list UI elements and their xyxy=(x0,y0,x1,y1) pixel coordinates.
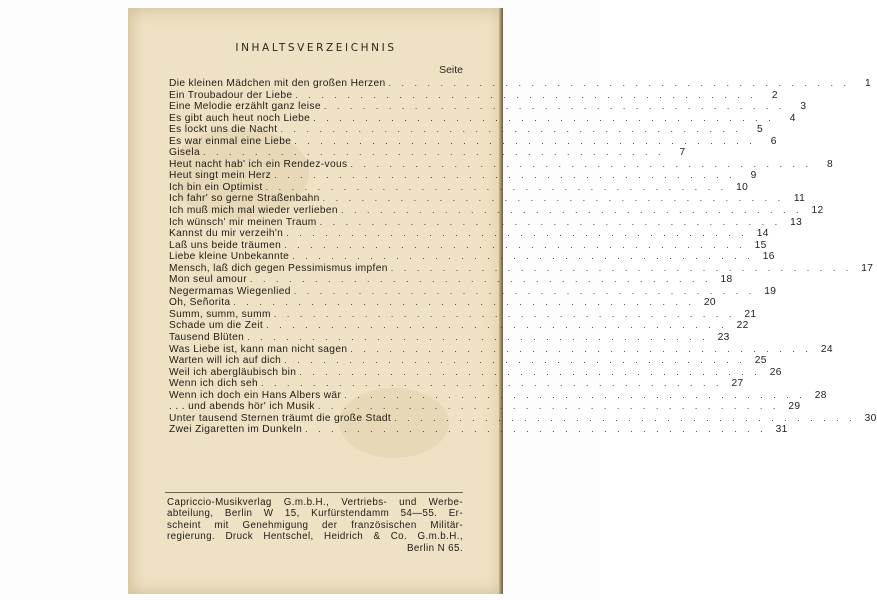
toc-entry-title: Laß uns beide träumen xyxy=(169,239,282,251)
toc-entry-page: 14 xyxy=(756,228,769,240)
dot-leader: . . . . . . . . . . . . . . . . . . . . . . . . . . . . . . . . . . . . xyxy=(284,355,746,366)
toc-entry-page: 28 xyxy=(814,389,827,401)
dot-leader: . . . . . . . . . . . . . . . . . . . . . . . . . . . . . . . . . . . . xyxy=(295,89,757,100)
toc-entry-title: Es gibt auch heut noch Liebe xyxy=(169,112,311,124)
toc-entry-page: 23 xyxy=(717,332,730,344)
toc-entry-title: Zwei Zigaretten im Dunkeln xyxy=(169,424,303,436)
divider xyxy=(165,492,463,493)
toc-entry-title: Was Liebe ist, kann man nicht sagen xyxy=(169,343,348,355)
toc-entry-page: 19 xyxy=(764,285,777,297)
toc-entry xyxy=(169,389,827,402)
toc-entry-page: 12 xyxy=(811,205,824,217)
dot-leader: . . . . . . . . . . . . . . . . . . . . . . . . . . . . . . . . . . . . xyxy=(202,147,665,158)
imprint-line: regierung. Druck Hentschel, Heidrich & Co. G.m.b.H., xyxy=(167,531,463,543)
toc-entry-title: Eine Melodie erzählt ganz leise xyxy=(169,101,321,113)
toc-entry xyxy=(169,135,777,148)
toc-entry-page: 15 xyxy=(754,239,767,251)
toc-entry-page: 6 xyxy=(770,135,777,147)
toc-entry xyxy=(169,274,733,286)
toc-entry-page: 11 xyxy=(793,193,806,205)
toc-entry xyxy=(169,193,806,205)
toc-entry-page: 26 xyxy=(769,366,782,378)
dot-leader: . . . . . . . . . . . . . . . . . . . . . . . . . . . . . . . . . . . . xyxy=(293,285,756,296)
toc-entry-page: 8 xyxy=(826,158,833,170)
toc-entry-page: 10 xyxy=(736,181,749,193)
dot-leader: . . . . . . . . . . . . . . . . . . . . . . . . . . . . . . . . . . . . xyxy=(299,366,761,377)
dot-leader: . . . . . . . . . . . . . . . . . . . . . . . . . . . . . . . . . . . . xyxy=(286,228,748,239)
toc-entry xyxy=(169,101,807,113)
toc-entry-title: Tausend Blüten xyxy=(169,332,245,344)
toc-entry-title: Heut singt mein Herz xyxy=(169,170,272,182)
toc-entry-page: 7 xyxy=(679,147,686,159)
toc-entry-page: 31 xyxy=(775,424,788,436)
toc-heading: INHALTSVERZEICHNIS xyxy=(235,42,397,54)
toc-entry-page: 29 xyxy=(788,401,801,413)
toc-entry xyxy=(169,89,778,102)
toc-entry xyxy=(169,343,833,356)
toc-entry-page: 17 xyxy=(861,262,874,274)
toc-entry-title: Kannst du mir verzeih'n xyxy=(169,228,284,240)
dot-leader: . . . . . . . . . . . . . . . . . . . . . . . . . . . . . . . . . . . . xyxy=(350,158,812,169)
toc-entry xyxy=(169,285,777,298)
toc-entry xyxy=(169,401,801,413)
toc-entry-title: Summ, summ, summ xyxy=(169,308,271,320)
publisher-imprint xyxy=(167,497,463,554)
toc-entry-title: Ein Troubadour der Liebe xyxy=(169,89,293,101)
imprint-line: scheint mit Genehmigung der französischen Militär- xyxy=(167,519,463,531)
toc-entry-page: 13 xyxy=(790,216,803,228)
toc-entry-page: 2 xyxy=(771,89,778,101)
toc-entry-title: Heut nacht hab' ich ein Rendez-vous xyxy=(169,158,348,170)
toc-entry xyxy=(169,239,767,252)
dot-leader: . . . . . . . . . . . . . . . . . . . . . . . . . . . . . . . . . . . . xyxy=(266,320,728,331)
toc-entry xyxy=(169,332,730,344)
toc-entry-page: 5 xyxy=(757,124,764,136)
toc-entry xyxy=(169,424,788,436)
toc-entry xyxy=(169,297,716,309)
dot-leader: . . . . . . . . . . . . . . . . . . . . . . . . . . . . . . . . . . . . xyxy=(323,101,786,112)
toc-entry xyxy=(169,251,775,263)
toc-entry xyxy=(169,366,782,379)
toc-entry-title: . . . und abends hör' ich Musik xyxy=(169,401,315,413)
toc-entry-title: Wenn ich doch ein Hans Albers wär xyxy=(169,389,342,401)
toc-entry-page: 18 xyxy=(720,274,733,286)
toc-entry-page: 24 xyxy=(820,343,833,355)
imprint-line: abteilung, Berlin W 15, Kurfürstendamm 54—55. Er- xyxy=(167,508,463,520)
toc-entry-title: Ich wünsch' mir meinen Traum xyxy=(169,216,317,228)
toc-entry-page: 30 xyxy=(864,412,877,424)
dot-leader: . . . . . . . . . . . . . . . . . . . . . . . . . . . . . . . . . . . . xyxy=(261,378,723,389)
toc-entry-title: Weil ich abergläubisch bin xyxy=(169,366,297,378)
dot-leader: . . . . . . . . . . . . . . . . . . . . . . . . . . . . . . . . . . . . xyxy=(340,205,803,216)
toc-entry-title: Oh, Señorita xyxy=(169,297,231,309)
toc-entry-title: Wenn ich dich seh xyxy=(169,378,259,390)
dot-leader: . . . . . . . . . . . . . . . . . . . . . . . . . . . . . . . . . . . . xyxy=(249,274,712,285)
toc-entry xyxy=(169,205,824,217)
dot-leader: . . . . . . . . . . . . . . . . . . . . . . . . . . . . . . . . . . . . xyxy=(305,424,767,435)
toc-entry xyxy=(169,78,872,90)
dot-leader: . . . . . . . . . . . . . . . . . . . . . . . . . . . . . . . . . . . . xyxy=(317,401,780,412)
toc-entry-page: 1 xyxy=(865,78,872,89)
toc-entry xyxy=(169,228,769,240)
imprint-line: Capriccio-Musikverlag G.m.b.H., Vertriebs- und Werbe- xyxy=(167,497,463,508)
toc-entry xyxy=(169,355,767,367)
dot-leader: . . . . . . . . . . . . . . . . . . . . . . . . . . . . . . . . . . . . xyxy=(284,239,746,250)
booklet-page xyxy=(128,8,877,594)
dot-leader: . . . . . . . . . . . . . . . . . . . . . . . . . . . . . . . . . . . . xyxy=(273,308,736,319)
dot-leader: . . . . . . . . . . . . . . . . . . . . . . . . . . . . . . . . . . . . xyxy=(344,389,806,400)
dot-leader: . . . . . . . . . . . . . . . . . . . . . . . . . . . . . . . . . . . . xyxy=(394,412,856,423)
toc-entry-title: Die kleinen Mädchen mit den großen Herzen xyxy=(169,78,386,89)
toc-entry xyxy=(169,181,749,194)
toc-entry-title: Schade um die Zeit xyxy=(169,320,264,332)
dot-leader: . . . . . . . . . . . . . . . . . . . . . . . . . . . . . . . . . . . . xyxy=(265,181,728,192)
toc-entry-title: Es war einmal eine Liebe xyxy=(169,135,292,147)
toc-entry-page: 21 xyxy=(744,308,757,320)
toc-entry-title: Ich muß mich mal wieder verlieben xyxy=(169,205,338,217)
toc-entry xyxy=(169,378,744,390)
toc-entry-title: Liebe kleine Unbekannte xyxy=(169,251,290,263)
toc-entry-title: Ich bin ein Optimist xyxy=(169,181,263,193)
toc-entry-page: 22 xyxy=(736,320,749,332)
toc-entry xyxy=(169,320,749,332)
dot-leader: . . . . . . . . . . . . . . . . . . . . . . . . . . . . . . . . . . . . xyxy=(319,216,782,227)
toc-entry-title: Mensch, laß dich gegen Pessimismus impfen xyxy=(169,262,388,274)
toc-entry xyxy=(169,216,803,229)
toc-entry xyxy=(169,308,757,321)
toc-entry-title: Warten will ich auf dich xyxy=(169,355,282,367)
dot-leader: . . . . . . . . . . . . . . . . . . . . . . . . . . . . . . . . . . . . xyxy=(247,332,709,343)
dot-leader: . . . . . . . . . . . . . . . . . . . . . . . . . . . . . . . . . . . . xyxy=(274,170,736,181)
toc-entry-page: 20 xyxy=(703,297,716,309)
toc-entry-page: 25 xyxy=(754,355,767,367)
toc-entry-title: Unter tausend Sternen träumt die große Stadt xyxy=(169,412,392,424)
dot-leader: . . . . . . . . . . . . . . . . . . . . . . . . . . . . . . . . . . . . xyxy=(313,112,775,123)
toc-entry-title: Mon seul amour xyxy=(169,274,247,286)
toc-entry xyxy=(169,124,764,136)
page-column-label: Seite xyxy=(439,64,463,76)
toc-entry-title: Es lockt uns die Nacht xyxy=(169,124,278,136)
dot-leader: . . . . . . . . . . . . . . . . . . . . . . . . . . . . . . . . . . . . xyxy=(292,251,754,262)
toc-entry xyxy=(169,170,757,182)
dot-leader: . . . . . . . . . . . . . . . . . . . . . . . . . . . . . . . . . . . . xyxy=(388,78,851,88)
toc-entry xyxy=(169,147,686,159)
dot-leader: . . . . . . . . . . . . . . . . . . . . . . . . . . . . . . . . . . . . xyxy=(390,262,853,273)
toc-entry-page: 27 xyxy=(731,378,744,390)
dot-leader: . . . . . . . . . . . . . . . . . . . . . . . . . . . . . . . . . . . . xyxy=(350,343,812,354)
toc-entry xyxy=(169,262,874,275)
dot-leader: . . . . . . . . . . . . . . . . . . . . . . . . . . . . . . . . . . . . xyxy=(280,124,743,135)
toc-list xyxy=(169,78,877,436)
dot-leader: . . . . . . . . . . . . . . . . . . . . . . . . . . . . . . . . . . . . xyxy=(233,297,695,308)
dot-leader: . . . . . . . . . . . . . . . . . . . . . . . . . . . . . . . . . . . . xyxy=(294,135,756,146)
toc-entry-title: Negermamas Wiegenlied xyxy=(169,285,291,297)
toc-entry-page: 3 xyxy=(800,101,807,113)
toc-entry xyxy=(169,158,833,171)
toc-entry xyxy=(169,112,796,125)
dot-leader: . . . . . . . . . . . . . . . . . . . . . . . . . . . . . . . . . . . . xyxy=(322,193,785,204)
toc-entry-page: 4 xyxy=(789,112,796,124)
toc-entry xyxy=(169,412,877,425)
toc-entry-title: Gisela xyxy=(169,147,200,159)
toc-entry-page: 16 xyxy=(762,251,775,263)
toc-entry-page: 9 xyxy=(750,170,757,182)
imprint-line: Berlin N 65. xyxy=(407,542,463,554)
toc-entry-title: Ich fahr' so gerne Straßenbahn xyxy=(169,193,320,205)
